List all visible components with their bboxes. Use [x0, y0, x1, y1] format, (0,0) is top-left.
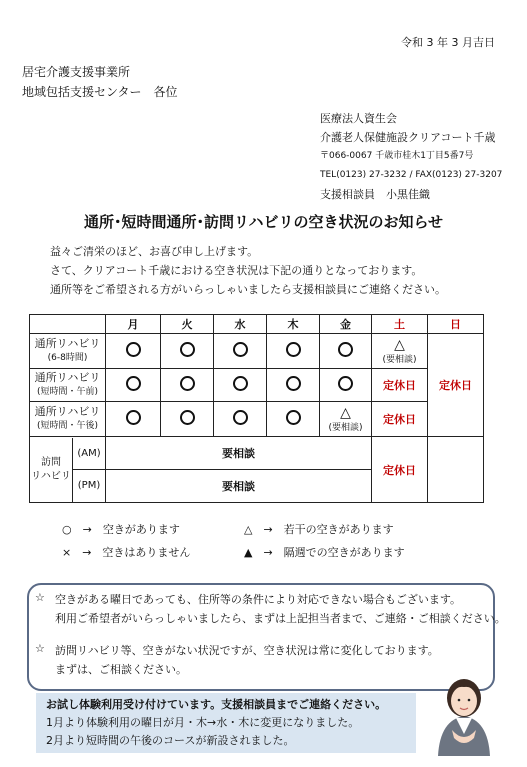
cell-available — [214, 369, 267, 402]
intro-line-1: 益々ご清栄のほど、お喜び申し上げます。 — [50, 245, 259, 258]
cell-limited — [320, 402, 372, 437]
trial-line-2: 1月より体験利用の曜日が月・木→水・木に変更になりました。 — [46, 716, 360, 729]
day-tue: 火 — [161, 315, 214, 334]
note-2a: 訪問リハビリ等、空きがない状況ですが、空き状況は常に変化しております。 — [55, 644, 439, 657]
legend-cross: × → 空きはありません — [62, 546, 191, 559]
circle-icon — [286, 342, 301, 357]
day-sat: 土 — [372, 315, 428, 334]
legend-circle: ○ → 空きがあります — [62, 523, 180, 536]
sender-tel: TEL(0123) 27-3232 / FAX(0123) 27-3207 — [320, 170, 503, 180]
sender-address: 〒066-0067 千歳市桂木1丁目5番7号 — [320, 151, 474, 161]
cell-available — [320, 334, 372, 369]
visit-pm-consult: 要相談 — [106, 470, 372, 503]
cell-available — [214, 334, 267, 369]
corner-cell — [30, 315, 106, 334]
circle-icon — [126, 410, 141, 425]
legend-triangle: △ → 若干の空きがあります — [244, 523, 394, 536]
cell-available — [106, 402, 161, 437]
note-1b: 利用ご希望者がいらっしゃいましたら、まずは上記担当者まで、ご連絡・ご相談ください。 — [55, 612, 506, 625]
availability-table — [29, 314, 484, 503]
legend-filled-triangle: ▲ → 隔週での空きがあります — [244, 546, 405, 559]
recipient-2: 地域包括支援センター 各位 — [22, 85, 178, 99]
note-1a: 空きがある曜日であっても、住所等の条件により対応できない場合もございます。 — [55, 593, 462, 606]
cell-available — [267, 369, 320, 402]
consult-note: (要相談) — [328, 422, 363, 433]
star-icon: ☆ — [35, 591, 45, 604]
sender-staff: 支援相談員 小黒佳織 — [320, 188, 430, 201]
intro-line-2: さて、クリアコート千歳における空き状況は下記の通りとなっております。 — [50, 264, 423, 277]
circle-icon — [126, 342, 141, 357]
cell-available — [267, 334, 320, 369]
pm-label: (PM) — [77, 480, 101, 492]
row-label-visit: 訪問 リハビリ (AM) (PM) — [30, 437, 106, 503]
circle-icon — [286, 376, 301, 391]
circle-icon — [180, 376, 195, 391]
cell-available — [106, 369, 161, 402]
sunday-closed: 定休日 — [428, 334, 484, 437]
cell-available — [161, 334, 214, 369]
saturday-closed: 定休日 — [372, 402, 428, 437]
day-thu: 木 — [267, 315, 320, 334]
day-sun: 日 — [428, 315, 484, 334]
intro-text — [50, 242, 446, 299]
staff-illustration — [428, 668, 500, 756]
saturday-closed: 定休日 — [372, 437, 428, 503]
triangle-icon: △ — [394, 336, 405, 353]
circle-icon — [126, 376, 141, 391]
intro-line-3: 通所等をご希望される方がいらっしゃいましたら支援相談員にご連絡ください。 — [50, 283, 446, 296]
circle-icon — [233, 410, 248, 425]
note-2b: まずは、ご相談ください。 — [55, 663, 187, 676]
recipients — [22, 62, 178, 102]
star-icon: ☆ — [35, 642, 45, 655]
cell-available — [214, 402, 267, 437]
day-mon: 月 — [106, 315, 161, 334]
sender-org: 医療法人資生会 — [320, 112, 397, 125]
sender-block — [320, 109, 502, 204]
sender-facility: 介護老人保健施設クリアコート千歳 — [320, 131, 496, 144]
cell-limited — [372, 334, 428, 369]
row-label-short-pm: 通所リハビリ (短時間・午後) — [30, 402, 106, 437]
notes-box — [27, 583, 506, 691]
circle-icon — [233, 376, 248, 391]
page-title: 通所･短時間通所･訪問リハビリの空き状況のお知らせ — [83, 213, 444, 231]
cell-available — [161, 369, 214, 402]
visit-am-consult: 要相談 — [106, 437, 372, 470]
day-wed: 水 — [214, 315, 267, 334]
circle-icon — [286, 410, 301, 425]
cell-available — [320, 369, 372, 402]
consult-note: (要相談) — [382, 354, 417, 365]
row-label-daycare: 通所リハビリ (6-8時間) — [30, 334, 106, 369]
sunday-empty — [428, 437, 484, 503]
trial-box — [36, 693, 416, 753]
trial-line-1: お試し体験利用受け付けています。支援相談員までご連絡ください。 — [46, 698, 387, 711]
saturday-closed: 定休日 — [372, 369, 428, 402]
circle-icon — [338, 342, 353, 357]
cell-available — [161, 402, 214, 437]
cell-available — [106, 334, 161, 369]
recipient-1: 居宅介護支援事業所 — [22, 65, 131, 79]
day-fri: 金 — [320, 315, 372, 334]
date: 令和 3 年 3 月吉日 — [401, 36, 495, 49]
circle-icon — [180, 410, 195, 425]
cell-available — [267, 402, 320, 437]
circle-icon — [338, 376, 353, 391]
circle-icon — [180, 342, 195, 357]
row-label-short-am: 通所リハビリ (短時間・午前) — [30, 369, 106, 402]
triangle-icon: △ — [340, 404, 351, 421]
circle-icon — [233, 342, 248, 357]
trial-line-3: 2月より短時間の午後のコースが新設されました。 — [46, 734, 295, 747]
am-label: (AM) — [73, 438, 105, 471]
